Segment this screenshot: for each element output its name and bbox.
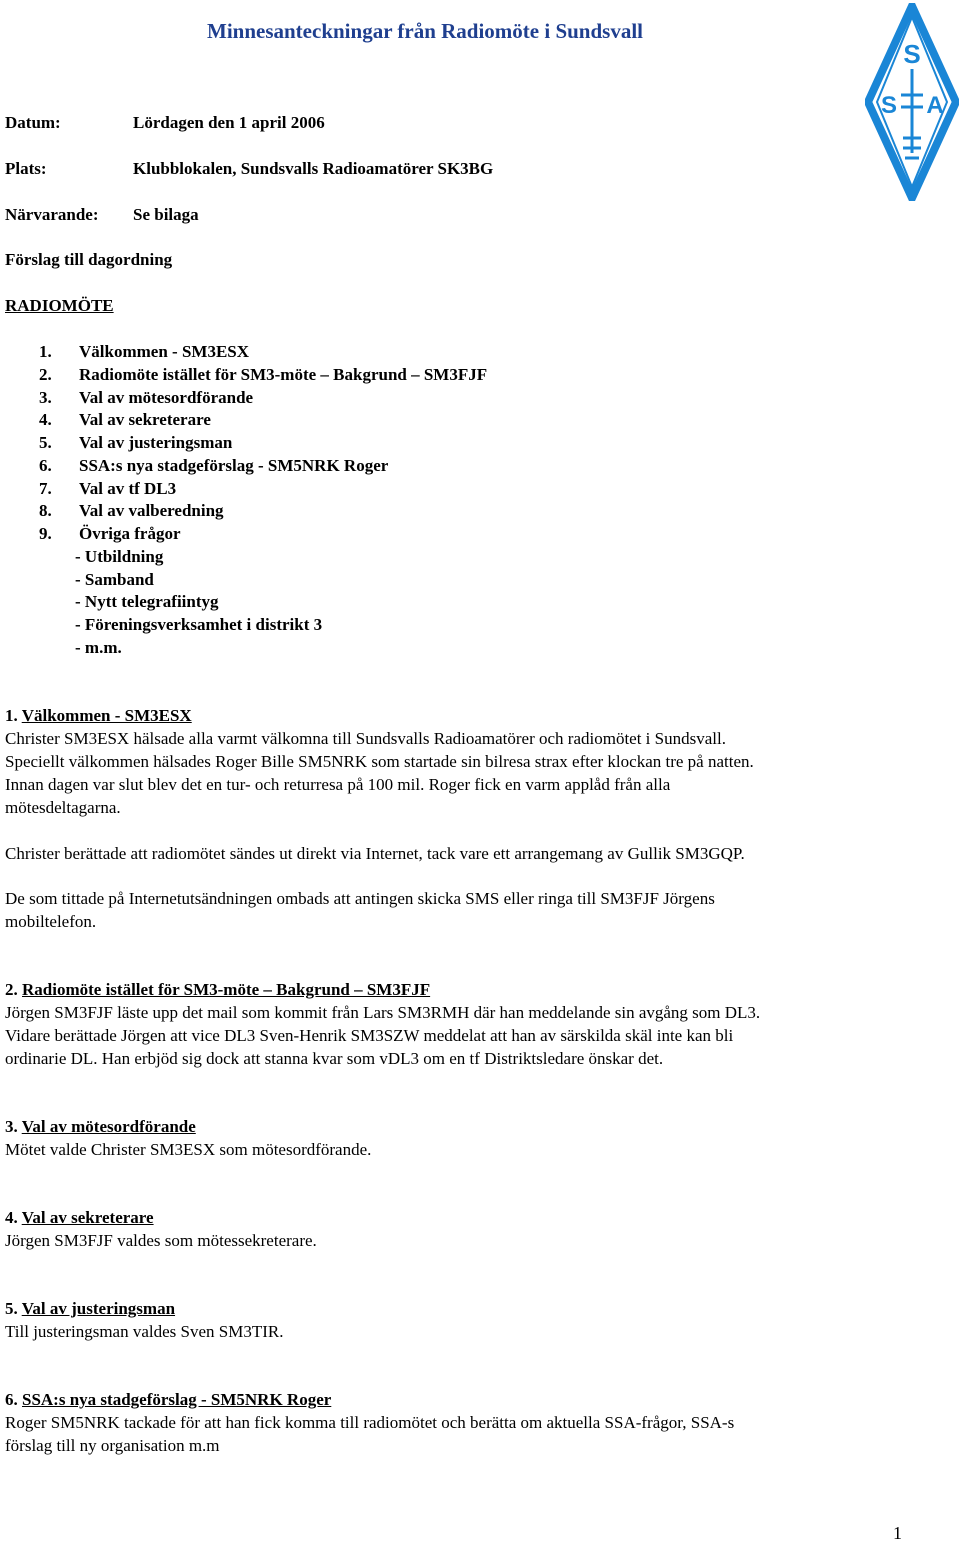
narvarande-label: Närvarande:	[5, 205, 99, 224]
plats-value: Klubblokalen, Sundsvalls Radioamatörer SK3BG	[133, 159, 494, 178]
agenda-item: 1. Välkommen - SM3ESX	[39, 342, 250, 361]
narvarande-value: Se bilaga	[133, 205, 199, 224]
meta-datum	[5, 111, 325, 134]
section-5-heading: 5. Val av justeringsman	[5, 1299, 176, 1318]
agenda-subitem: - m.m.	[75, 637, 122, 657]
section-4-heading: 4. Val av sekreterare	[5, 1208, 154, 1227]
agenda-item: 9. Övriga frågor	[39, 524, 181, 543]
agenda-subitem: - Samband	[75, 569, 154, 589]
section-6-paragraph: Roger SM5NRK tackade för att han fick komma till radiomötet och berätta om aktuella SSA-frågor, SSA-s förslag till ny organisation m.m	[5, 1413, 735, 1455]
datum-label: Datum:	[5, 113, 61, 132]
ssa-logo	[865, 3, 959, 201]
datum-value: Lördagen den 1 april 2006	[133, 113, 325, 132]
section-4-paragraph: Jörgen SM3FJF valdes som mötessekreterare.	[5, 1231, 317, 1250]
section-1-paragraph: Christer SM3ESX hälsade alla varmt välkomna till Sundsvalls Radioamatörer och radiomötet i Sundsvall. Speciellt välkommen hälsades Roger Bille SM5NRK som startade sin bilresa strax efter klockan tre på natten. Innan dagen var slut blev det en tur- och returresa på 100 mil. Roger fick en varm applåd från alla mötesdeltagarna.	[5, 729, 754, 817]
agenda-subitem: - Föreningsverksamhet i distrikt 3	[75, 615, 323, 634]
agenda-item: 2. Radiomöte istället för SM3-möte – Bakgrund – SM3FJF	[39, 364, 488, 384]
agenda-list	[39, 341, 487, 660]
agenda-item: 8. Val av valberedning	[39, 501, 224, 521]
agenda-item: 4. Val av sekreterare	[39, 410, 211, 430]
section-1-heading: 1. Välkommen - SM3ESX	[5, 706, 192, 725]
agenda-item: 3. Val av mötesordförande	[39, 387, 254, 407]
section-5-paragraph: Till justeringsman valdes Sven SM3TIR.	[5, 1322, 284, 1341]
agenda-item: 7. Val av tf DL3	[39, 478, 177, 498]
svg-text:A: A	[926, 92, 944, 119]
section-1-paragraph: De som tittade på Internetutsändningen ombads att antingen skicka SMS eller ringa till SM3FJF Jörgens mobiltelefon.	[5, 889, 715, 931]
section-2-heading: 2. Radiomöte istället för SM3-möte – Bakgrund – SM3FJF	[5, 980, 431, 999]
section-6-heading: 6. SSA:s nya stadgeförslag - SM5NRK Roger	[5, 1390, 332, 1409]
meta-plats	[5, 157, 493, 180]
section-1-paragraph: Christer berättade att radiomötet sändes ut direkt via Internet, tack vare ett arrangemang av Gullik SM3GQP.	[5, 844, 745, 863]
agenda-subitem: - Utbildning	[75, 546, 164, 566]
section-3-paragraph: Mötet valde Christer SM3ESX som mötesordförande.	[5, 1140, 372, 1159]
radiomote-heading: RADIOMÖTE	[5, 296, 114, 315]
document-title: Minnesanteckningar från Radiomöte i Sundsvall	[207, 19, 644, 43]
agenda-subitem: - Nytt telegrafiintyg	[75, 592, 219, 612]
page-number: 1	[893, 1523, 902, 1543]
plats-label: Plats:	[5, 159, 47, 178]
svg-text:S: S	[903, 39, 921, 69]
section-3-heading: 3. Val av mötesordförande	[5, 1117, 196, 1136]
agenda-item: 5. Val av justeringsman	[39, 433, 233, 452]
section-2-paragraph: Jörgen SM3FJF läste upp det mail som kommit från Lars SM3RMH där han meddelande sin avgång som DL3. Vidare berättade Jörgen att vice DL3 Sven-Henrik SM3SZW meddelat att han av särskilda skäl inte kan bli ordinarie DL. Han erbjöd sig dock att stanna kvar som vDL3 om en tf Distriktsledare önskar det.	[5, 1003, 761, 1068]
agenda-item: 6. SSA:s nya stadgeförslag - SM5NRK Roger	[39, 455, 389, 475]
meta-narvarande	[5, 203, 199, 226]
dagordning-heading: Förslag till dagordning	[5, 250, 173, 269]
svg-text:S: S	[880, 92, 898, 119]
